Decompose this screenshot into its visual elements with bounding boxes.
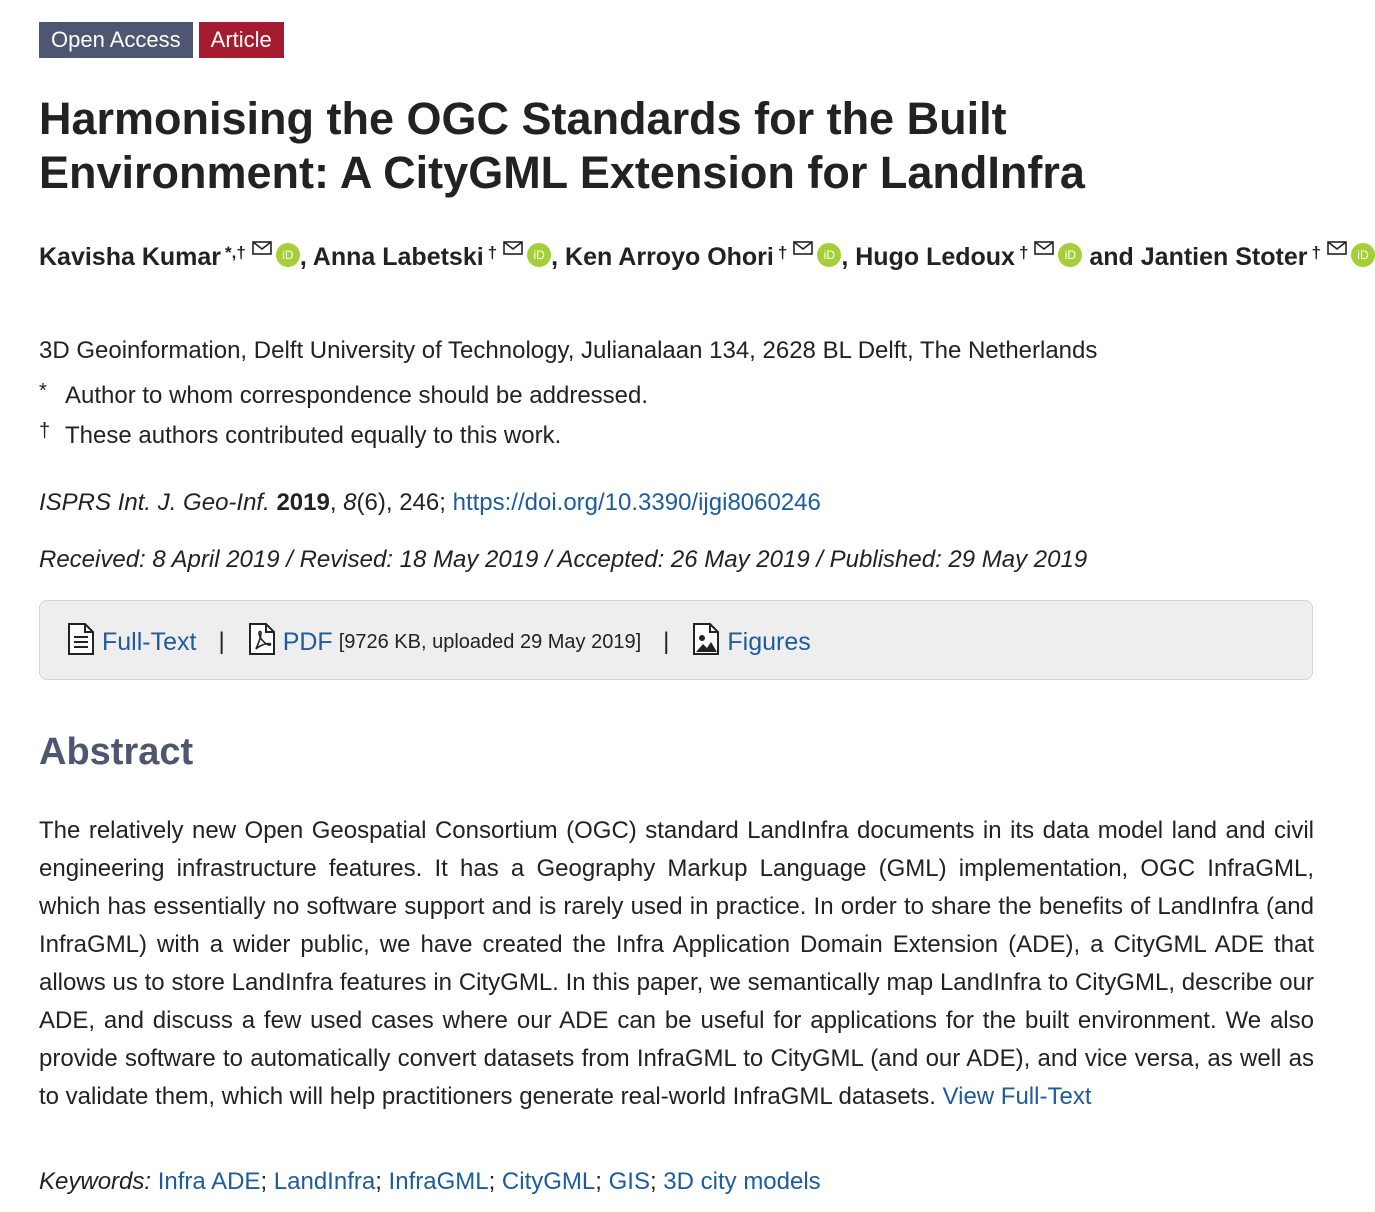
citation-volume: 8	[343, 489, 357, 516]
image-icon	[691, 622, 721, 663]
note-text: These authors contributed equally to this work.	[65, 422, 562, 449]
article-type-badge: Article	[199, 22, 284, 58]
document-icon	[66, 622, 96, 663]
mail-icon[interactable]	[497, 243, 523, 271]
author	[39, 243, 300, 271]
keyword-separator: ;	[375, 1168, 389, 1195]
author-name[interactable]: Hugo Ledoux	[855, 243, 1015, 271]
open-access-badge[interactable]: Open Access	[39, 22, 193, 58]
note-text: Author to whom correspondence should be addressed.	[65, 382, 649, 409]
orcid-icon[interactable]: iD	[276, 243, 300, 267]
keyword-separator: ;	[488, 1168, 502, 1195]
keyword-separator: ;	[595, 1168, 609, 1195]
author-name[interactable]: Anna Labetski	[312, 243, 484, 271]
author	[313, 243, 551, 271]
figures-link[interactable]: Figures	[727, 627, 811, 656]
abstract-text	[39, 812, 1314, 1116]
author-marks: †	[777, 243, 788, 262]
mail-icon[interactable]	[787, 243, 813, 271]
orcid-icon[interactable]: iD	[527, 243, 551, 267]
note-mark: *	[39, 380, 47, 402]
keyword-link[interactable]: InfraGML	[388, 1168, 489, 1195]
equal-contribution-note	[39, 417, 561, 450]
mail-icon[interactable]	[1028, 243, 1054, 271]
author-marks: †	[1018, 243, 1029, 262]
keyword-link[interactable]: 3D city models	[663, 1168, 821, 1195]
mail-icon[interactable]	[246, 243, 272, 271]
separator: |	[218, 628, 225, 655]
author	[855, 243, 1082, 271]
article-title: Harmonising the OGC Standards for the Built Environment: A CityGML Extension for LandInfra	[39, 93, 1085, 198]
author-separator: ,	[299, 243, 313, 271]
author-marks: *,†	[225, 243, 246, 262]
download-bar	[39, 600, 1313, 680]
view-full-text-link[interactable]: View Full-Text	[942, 1083, 1092, 1110]
abstract-heading: Abstract	[39, 731, 194, 773]
abstract-body: The relatively new Open Geospatial Consortium (OGC) standard LandInfra documents in its data model land and civil engineering infrastructure features. It has a Geography Markup Language (GML) implementation, OGC InfraGML, which has essentially no software support and is rarely used in practice. In order to share the benefits of LandInfra (and InfraGML) with a wider public, we have created the Infra Application Domain Extension (ADE), a CityGML ADE that allows us to store LandInfra features in CityGML. In this paper, we semantically map LandInfra to CityGML, describe our ADE, and discuss a few used cases where our ADE can be useful for applications for the built environment. We also provide software to automatically convert datasets from InfraGML to CityGML (and our ADE), and vice versa, as well as to validate them, which will help practitioners generate real-world InfraGML datasets.	[39, 817, 1314, 1110]
separator: |	[663, 628, 670, 655]
publication-dates: Received: 8 April 2019 / Revised: 18 May 2019 / Accepted: 26 May 2019 / Published: 29 May 2019	[39, 546, 1088, 573]
pdf-info: [9726 KB, uploaded 29 May 2019]	[338, 630, 642, 653]
keyword-separator: ;	[649, 1168, 664, 1195]
badge-group	[39, 22, 284, 58]
orcid-icon[interactable]: iD	[817, 243, 841, 267]
journal-name: ISPRS Int. J. Geo-Inf.	[39, 489, 270, 516]
pdf-link[interactable]: PDF	[282, 627, 333, 656]
author-name[interactable]: Ken Arroyo Ohori	[565, 243, 774, 271]
orcid-icon[interactable]: iD	[1351, 243, 1375, 267]
affiliation: 3D Geoinformation, Delft University of Technology, Julianalaan 134, 2628 BL Delft, The Netherlands	[39, 337, 1098, 364]
author-name[interactable]: Kavisha Kumar	[39, 243, 222, 271]
author	[565, 243, 841, 271]
keyword-separator: ;	[260, 1168, 274, 1195]
citation: ISPRS Int. J. Geo-Inf. 2019, 8(6), 246; https://doi.org/10.3390/ijgi8060246	[39, 489, 821, 516]
author-separator: and	[1082, 243, 1141, 271]
mail-icon[interactable]	[1321, 243, 1347, 271]
author-list	[39, 234, 1369, 276]
keywords-label: Keywords:	[39, 1168, 152, 1195]
author-marks: †	[487, 243, 498, 262]
doi-link[interactable]: https://doi.org/10.3390/ijgi8060246	[452, 489, 821, 516]
full-text-link[interactable]: Full-Text	[102, 627, 197, 656]
pdf-icon	[247, 622, 277, 663]
keywords	[39, 1166, 821, 1198]
author-marks: †	[1311, 243, 1321, 262]
orcid-icon[interactable]: iD	[1058, 243, 1082, 267]
correspondence-note	[39, 377, 648, 410]
author-separator: ,	[551, 243, 566, 271]
citation-issue-pages: (6), 246;	[356, 489, 446, 516]
keyword-link[interactable]: Infra ADE	[157, 1168, 261, 1195]
keyword-link[interactable]: GIS	[608, 1168, 650, 1195]
note-mark: †	[39, 420, 51, 442]
keyword-link[interactable]: CityGML	[501, 1168, 596, 1195]
author-name[interactable]: Jantien Stoter	[1140, 243, 1308, 271]
author-separator: ,	[841, 243, 856, 271]
author	[1141, 243, 1375, 271]
keyword-link[interactable]: LandInfra	[273, 1168, 376, 1195]
citation-year: 2019	[276, 489, 330, 516]
